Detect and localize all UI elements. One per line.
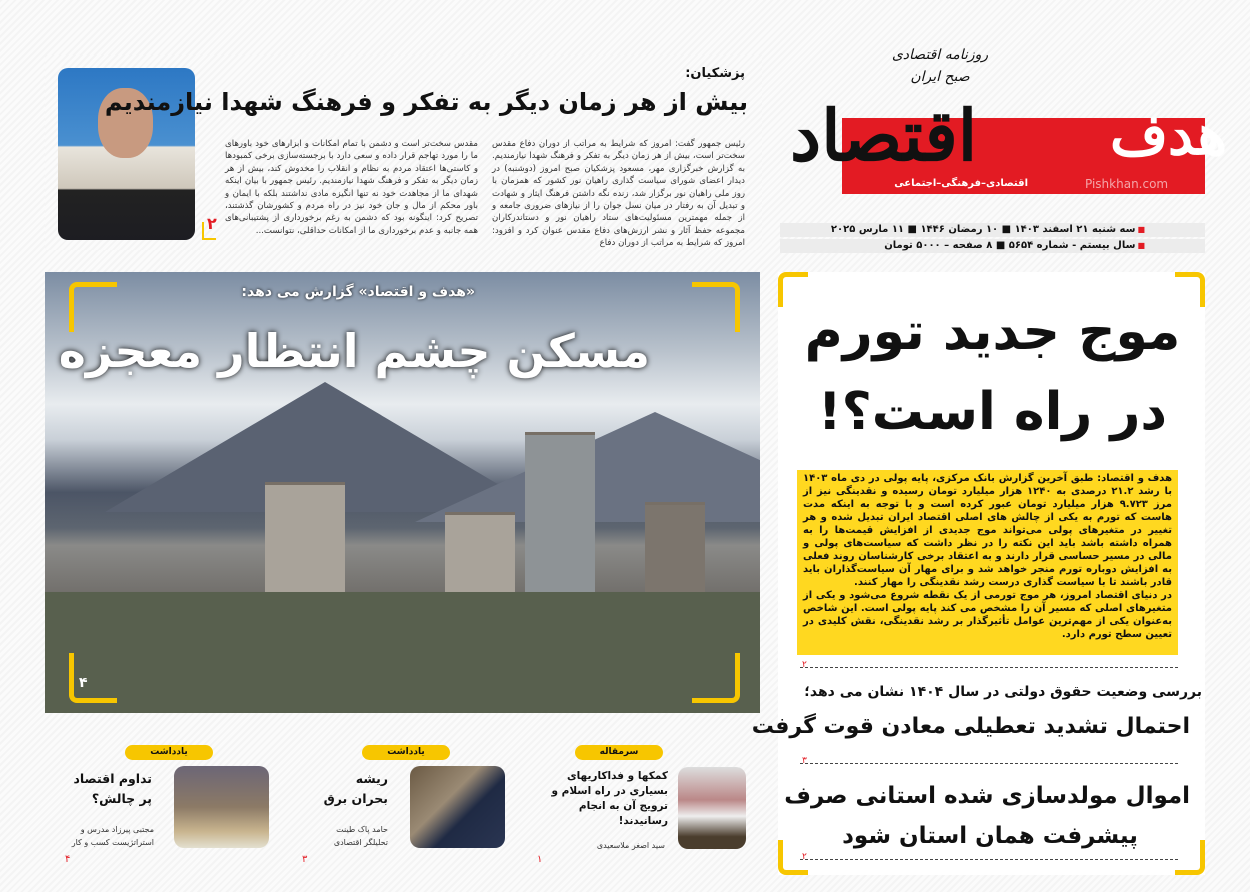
page-number: ۴ — [79, 675, 88, 691]
lead-headline-line-1: موج جدید تورم — [804, 302, 1181, 362]
top-story-kicker: پزشکیان: — [685, 66, 745, 81]
side-story-kicker: بررسی وضعیت حقوق دولتی در سال ۱۴۰۴ نشان می دهد؛ — [804, 684, 1202, 700]
column-author — [72, 823, 154, 849]
page-number: ۲ — [207, 214, 217, 233]
lead-headline[interactable] — [790, 292, 1195, 452]
column-title — [74, 769, 152, 809]
divider — [800, 667, 1178, 668]
top-story-body — [225, 138, 745, 250]
lead-body-p1: هدف و اقتصاد: طبق آخرین گزارش بانک مرکزی، پایه پولی در دی ماه ۱۴۰۳ با رشد ۲۱.۲ درصدی به ۱۲۴۰ هزار میلیارد تومان رسیده و نقدینگی نیز از مرز ۹.۷۲۳ هزار میلیارد تومان عبور کرده است و با توجه به اینکه مدت هاست که تورم به یکی از چالش های اصلی اقتصاد ایران تبدیل شده و هر تغییر در متغیرهای پولی می‌تواند موج جدیدی از افزایش قیمت‌ها را به همراه داشته باشد باید این نکته را در نظر داشت که سیاست‌های پولی و مالی در مسیر حساسی قرار دارند و به اعتقاد برخی کارشناسان روند فعلی به افزایش دوباره تورم منجر خواهد شد و برای مهار آن سیاست‌گذاران باید قادر باشند تا با سیاست گذاری درست رشد نقدینگی را مهار کنند. — [803, 473, 1172, 588]
author-photo — [174, 766, 269, 848]
tagline-1: روزنامه اقتصادی — [891, 47, 989, 63]
divider — [800, 859, 1178, 860]
main-story-photo[interactable] — [45, 272, 760, 713]
page-number: ۲ — [802, 660, 807, 670]
divider — [800, 763, 1178, 764]
column-title-2: پر چالش؟ — [91, 791, 152, 806]
author-name: مجتبی پیرزاد مدرس و — [80, 825, 154, 834]
lead-body-p2: در دنیای اقتصاد امروز، هر موج تورمی از یک نقطه شروع می‌شود و یکی از متغیرهای اصلی که مسیر آن را مشخص می کند پایه پولی است. این شاخص به‌عنوان یکی از مهم‌ترین عوامل تأثیرگذار بر رشد نقدینگی، نقش کلیدی در تعیین سطح تورم دارد. — [803, 590, 1172, 640]
note-card-2[interactable] — [50, 735, 290, 872]
side-story-2-line-1: اموال مولدسازی شده استانی صرف — [784, 783, 1190, 809]
side-story-title[interactable]: احتمال تشدید تعطیلی معادن قوت گرفت — [751, 714, 1190, 739]
lead-headline-line-2: در راه است؟! — [817, 382, 1168, 442]
column-title-1: ریشه — [355, 771, 388, 786]
page-number: ۳ — [802, 756, 807, 766]
column-author — [334, 823, 388, 849]
note-card-1[interactable] — [290, 735, 530, 872]
page-number: ۴ — [65, 854, 71, 865]
top-story-title[interactable]: بیش از هر زمان دیگر به تفکر و فرهنگ شهدا نیازمندیم — [104, 88, 748, 116]
date-line: ■ سه شنبه ۲۱ اسفند ۱۴۰۳ ■ ۱۰ رمضان ۱۴۴۶ ■ ۱۱ مارس ۲۰۲۵ — [780, 223, 1205, 237]
page-number: ۲ — [802, 852, 807, 862]
author-role: تحلیلگر اقتصادی — [333, 838, 388, 847]
top-story-col-2: مقدس سخت‌تر است و دشمن با تمام امکانات و ابزارهای خود باورهای ما را مورد تهاجم قرار داده و سعی دارد با برجسته‌سازی برخی کمبودها و کاستی‌ها اعتقاد مردم به نظام و انقلاب را مخدوش کند، بیش از هر زمان دیگر به تفکر و فرهنگ شهدا نیازمندیم. رئیس جمهور با بیان اینکه شهدای ما از مجاهدت خود نه تنها انگیزه مادی نداشتند بلکه با ایمان و باور محکم از مال و جان خود نیز در راه مردم و کشورشان گذشتند، تصریح کرد: اینگونه بود که دشمن به رغم برخورداری از پشتیبانی‌های همه جانبه و عدم برخورداری ما از امکانات حداقلی، نتوانست... — [225, 139, 478, 236]
main-story-title[interactable]: مسکن چشم انتظار معجزه — [58, 324, 650, 378]
side-story-2-title[interactable] — [784, 776, 1190, 856]
author-photo — [678, 767, 746, 849]
column-title — [324, 769, 388, 809]
column-author: سید اصغر ملاسعیدی — [596, 841, 665, 850]
tagline-2: صبح ایران — [910, 69, 970, 85]
lead-body — [797, 470, 1178, 655]
sections-label: اقتصادی–فرهنگی–اجتماعی — [894, 178, 1028, 189]
tagline — [880, 44, 1000, 88]
section-tag: یادداشت — [362, 745, 450, 760]
page-number: ۱ — [537, 854, 543, 865]
column-title-2: بحران برق — [323, 791, 388, 806]
page-number: ۳ — [302, 854, 308, 865]
author-name: حامد پاک طینت — [336, 825, 388, 834]
editorial-card[interactable] — [530, 735, 760, 872]
newspaper-logo[interactable]: اقتصاد — [790, 94, 978, 177]
newspaper-logo-hadaf: هدف — [1110, 102, 1227, 168]
main-story-kicker: «هدف و اقتصاد» گزارش می دهد: — [241, 284, 475, 300]
section-tag: یادداشت — [125, 745, 213, 760]
section-tag: سرمقاله — [575, 745, 663, 760]
issue-line: ■ سال بیستم - شماره ۵۶۵۴ ■ ۸ صفحه – ۵۰۰۰ تومان — [780, 239, 1205, 253]
watermark: Pishkhan.com — [1085, 177, 1169, 191]
author-photo — [410, 766, 505, 848]
side-story-2-line-2: پیشرفت همان استان شود — [842, 823, 1138, 849]
top-story-col-1: رئیس جمهور گفت: امروز که شرایط به مراتب از دوران دفاع مقدس سخت‌تر است، بیش از هر زمان دیگر به تفکر و فرهنگ شهدا نیازمندیم. به گزارش خبرگزاری مهر، مسعود پزشکیان صبح امروز (دوشنبه) در دیدار اعضای شورای سیاست گذاری راهیان نور کشور که همزمان با روز ملی راهیان نور برگزار شد، زنده نگه داشتن فرهنگ ایثار و شهادت و تبدیل آن به رفتار در میان نسل جوان را از نیازهای ضروری جامعه و از جمله مهمترین مسئولیت‌های ستاد راهیان نور و دستاندرکاران مجموعه حفظ آثار و نشر ارزش‌های دفاع مقدس عنوان کرد و افزود: امروز که شرایط به مراتب از دوران دفاع — [492, 139, 745, 249]
author-role: استراتژیست کسب و کار — [71, 838, 154, 847]
column-title: کمکها و فداکاریهای بسیاری در راه اسلام و ترویج آن به انجام رسانیدند! — [551, 770, 668, 827]
column-title-1: تداوم اقتصاد — [73, 771, 152, 786]
